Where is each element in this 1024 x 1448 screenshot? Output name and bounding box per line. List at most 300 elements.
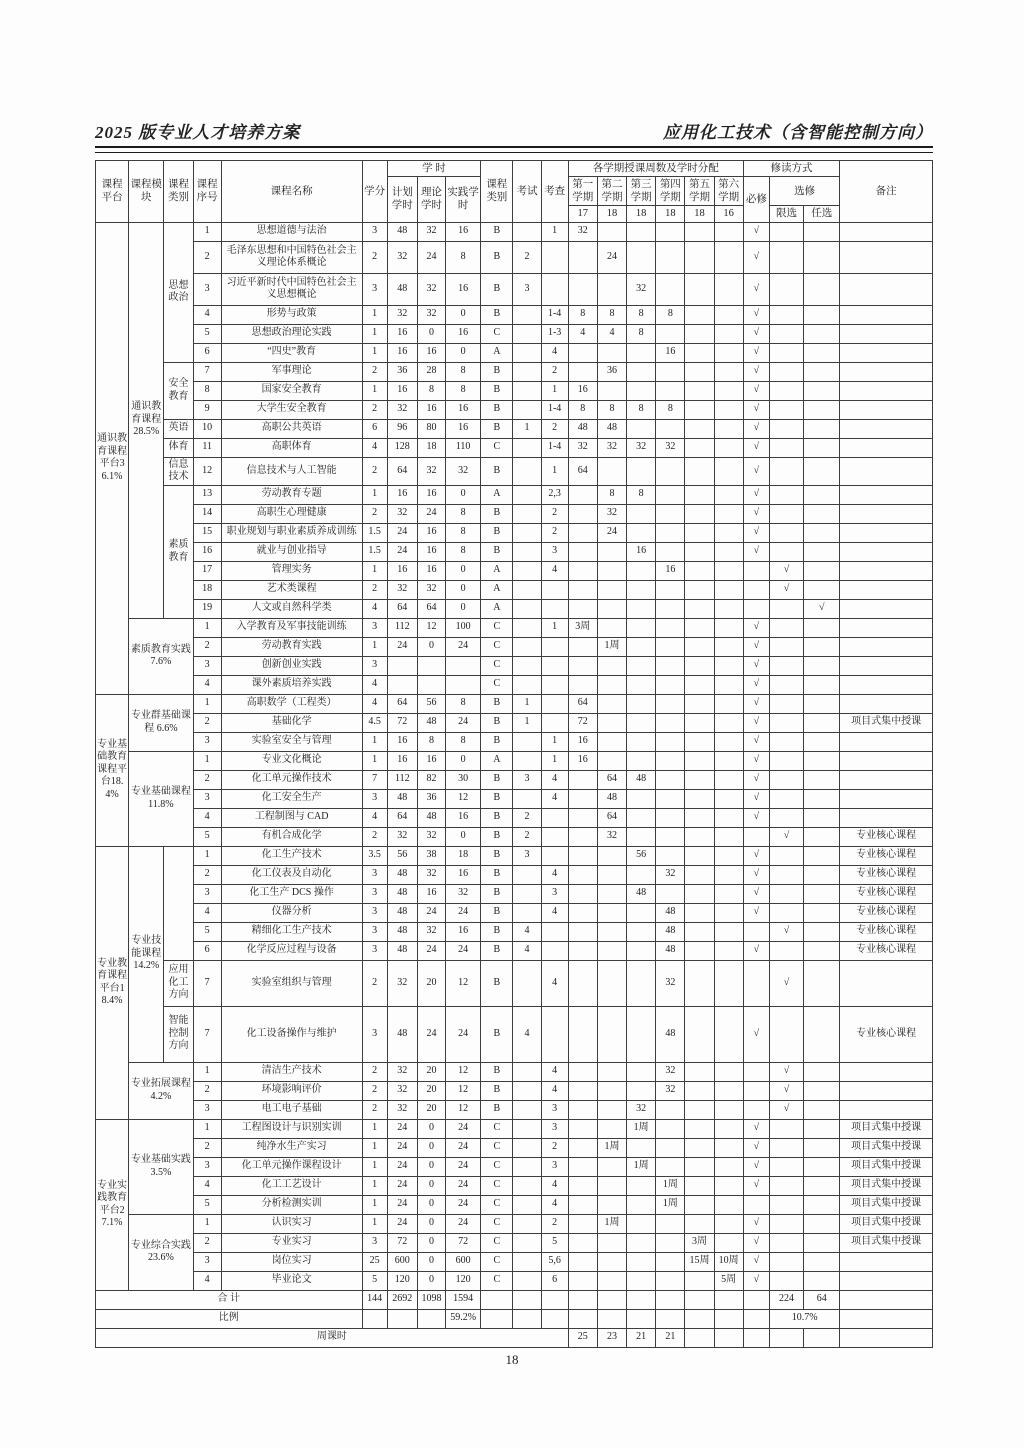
table-header: [96, 161, 933, 223]
course-seq-cell: 8: [193, 381, 221, 400]
sem6-hours-cell: [714, 222, 743, 241]
credit-cell: 1: [362, 1195, 387, 1214]
practice-hours-cell: 18: [446, 846, 481, 865]
optional-check-cell: [804, 485, 840, 504]
limited-check-cell: [769, 523, 803, 542]
required-check-cell: √: [743, 438, 769, 457]
limited-check-cell: [769, 846, 803, 865]
optional-check-cell: [804, 305, 840, 324]
exam-sem-cell: [513, 1081, 541, 1100]
course-row: [96, 903, 933, 922]
sem4-hours-cell: [656, 751, 685, 770]
course-name-cell: 仪器分析: [221, 903, 362, 922]
remark-cell: [840, 637, 933, 656]
assess-sem-cell: [541, 941, 568, 960]
sem2-hours-cell: [597, 846, 626, 865]
sem4-hours-cell: [656, 694, 685, 713]
plan-hours-cell: 24: [387, 1157, 417, 1176]
limited-check-cell: [769, 305, 803, 324]
required-check-cell: [743, 580, 769, 599]
sem1-hours-cell: 16: [568, 732, 597, 751]
category-cell: 智能控制方向: [164, 1006, 193, 1062]
credit-cell: 2: [362, 504, 387, 523]
plan-hours-cell: 32: [387, 1062, 417, 1081]
theory-hours-cell: 16: [417, 561, 445, 580]
practice-hours-cell: 8: [446, 381, 481, 400]
course-type-cell: A: [481, 343, 513, 362]
sem3-hours-cell: 8: [627, 485, 656, 504]
required-check-cell: √: [743, 324, 769, 343]
required-check-cell: √: [743, 903, 769, 922]
credit-cell: 1: [362, 343, 387, 362]
assess-sem-cell: 4: [541, 1195, 568, 1214]
practice-hours-cell: 12: [446, 1081, 481, 1100]
course-row: [96, 1006, 933, 1062]
col-header-mode: 修读方式: [743, 161, 840, 177]
sem3-hours-cell: 8: [627, 324, 656, 343]
exam-sem-cell: [513, 1252, 541, 1271]
remark-cell: [840, 419, 933, 438]
limited-check-cell: [769, 241, 803, 273]
required-check-cell: √: [743, 884, 769, 903]
sem3-hours-cell: [627, 241, 656, 273]
sem5-hours-cell: [685, 770, 714, 789]
total-optional: 64: [804, 1290, 840, 1309]
credit-cell: 3: [362, 1233, 387, 1252]
sem4-hours-cell: [656, 656, 685, 675]
sem4-hours-cell: [656, 1214, 685, 1233]
course-seq-cell: 2: [193, 713, 221, 732]
sem5-hours-cell: [685, 599, 714, 618]
required-check-cell: √: [743, 305, 769, 324]
sem2-hours-cell: [597, 1195, 626, 1214]
practice-hours-cell: 16: [446, 419, 481, 438]
sem2-hours-cell: [597, 903, 626, 922]
weekly-remark: [840, 1328, 933, 1347]
remark-cell: 项目式集中授课: [840, 1195, 933, 1214]
sem2-hours-cell: [597, 865, 626, 884]
col-header-seq: 课程序号: [193, 161, 221, 223]
course-type-cell: C: [481, 1119, 513, 1138]
assess-sem-cell: 1: [541, 222, 568, 241]
total-row: [96, 1290, 933, 1309]
sem4-hours-cell: 48: [656, 922, 685, 941]
sem5-hours-cell: [685, 1214, 714, 1233]
sem5-hours-cell: 3周: [685, 1233, 714, 1252]
course-type-cell: B: [481, 457, 513, 485]
course-type-cell: A: [481, 599, 513, 618]
theory-hours-cell: 20: [417, 1100, 445, 1119]
course-name-cell: 课外素质培养实践: [221, 675, 362, 694]
sem5-hours-cell: [685, 1081, 714, 1100]
credit-cell: 3: [362, 273, 387, 305]
sem5-hours-cell: [685, 561, 714, 580]
sem2-hours-cell: 32: [597, 504, 626, 523]
ratio-sem5: [685, 1309, 714, 1328]
sem3-hours-cell: [627, 827, 656, 846]
remark-cell: [840, 561, 933, 580]
sem1-hours-cell: 8: [568, 305, 597, 324]
exam-sem-cell: [513, 1214, 541, 1233]
col-header-plan-hours: 计划学时: [387, 177, 417, 222]
course-name-cell: 信息技术与人工智能: [221, 457, 362, 485]
course-row: [96, 751, 933, 770]
theory-hours-cell: 0: [417, 1271, 445, 1290]
plan-hours-cell: 24: [387, 523, 417, 542]
sem4-hours-cell: 16: [656, 343, 685, 362]
sem1-hours-cell: [568, 362, 597, 381]
exam-sem-cell: [513, 903, 541, 922]
required-check-cell: √: [743, 694, 769, 713]
sem4-hours-cell: 48: [656, 941, 685, 960]
ratio-practice: 59.2%: [446, 1309, 481, 1328]
plan-hours-cell: 32: [387, 504, 417, 523]
credit-cell: 1: [362, 1157, 387, 1176]
credit-cell: 3: [362, 865, 387, 884]
sem5-hours-cell: [685, 637, 714, 656]
col-header-name: 课程名称: [221, 161, 362, 223]
sem5-hours-cell: [685, 808, 714, 827]
sem4-hours-cell: [656, 362, 685, 381]
plan-hours-cell: 32: [387, 827, 417, 846]
sem4-hours-cell: [656, 485, 685, 504]
required-check-cell: √: [743, 485, 769, 504]
header-right-title: 应用化工技术（含智能控制方向）: [663, 123, 933, 142]
course-type-cell: B: [481, 362, 513, 381]
optional-check-cell: [804, 1006, 840, 1062]
total-sem2: [597, 1290, 626, 1309]
sem3-hours-cell: [627, 960, 656, 1006]
sem6-hours-cell: [714, 922, 743, 941]
credit-cell: 7: [362, 770, 387, 789]
credit-cell: 3: [362, 618, 387, 637]
sem3-hours-cell: 48: [627, 770, 656, 789]
remark-cell: [840, 457, 933, 485]
ratio-label: 比例: [96, 1309, 363, 1328]
plan-hours-cell: 112: [387, 770, 417, 789]
course-seq-cell: 3: [193, 1252, 221, 1271]
practice-hours-cell: 120: [446, 1271, 481, 1290]
course-row: [96, 542, 933, 561]
col-header-module: 课程模块: [129, 161, 164, 223]
required-check-cell: √: [743, 542, 769, 561]
sem3-hours-cell: 8: [627, 305, 656, 324]
exam-sem-cell: [513, 542, 541, 561]
remark-cell: 专业核心课程: [840, 903, 933, 922]
course-type-cell: B: [481, 1006, 513, 1062]
course-name-cell: 实验室组织与管理: [221, 960, 362, 1006]
exam-sem-cell: [513, 324, 541, 343]
sem2-hours-cell: 32: [597, 438, 626, 457]
ratio-elective: 10.7%: [769, 1309, 839, 1328]
course-seq-cell: 18: [193, 580, 221, 599]
exam-sem-cell: [513, 485, 541, 504]
theory-hours-cell: 16: [417, 542, 445, 561]
sem3-hours-cell: 32: [627, 438, 656, 457]
theory-hours-cell: [417, 675, 445, 694]
course-seq-cell: 1: [193, 1119, 221, 1138]
course-seq-cell: 3: [193, 732, 221, 751]
practice-hours-cell: 8: [446, 694, 481, 713]
credit-cell: 4: [362, 808, 387, 827]
course-row: [96, 1081, 933, 1100]
course-row: [96, 438, 933, 457]
theory-hours-cell: 80: [417, 419, 445, 438]
sem5-hours-cell: [685, 903, 714, 922]
sem3-hours-cell: [627, 1062, 656, 1081]
sem6-hours-cell: [714, 1006, 743, 1062]
sem5-hours-cell: [685, 305, 714, 324]
limited-check-cell: [769, 789, 803, 808]
sem2-hours-cell: [597, 1157, 626, 1176]
plan-hours-cell: 48: [387, 222, 417, 241]
sem4-hours-cell: [656, 324, 685, 343]
course-row: [96, 580, 933, 599]
plan-hours-cell: 24: [387, 1119, 417, 1138]
sem6-hours-cell: [714, 343, 743, 362]
practice-hours-cell: 16: [446, 222, 481, 241]
course-type-cell: C: [481, 1176, 513, 1195]
module-cell: 专业基础课程 11.8%: [129, 751, 193, 846]
exam-sem-cell: 3: [513, 846, 541, 865]
sem5-hours-cell: [685, 656, 714, 675]
sem5-hours-cell: [685, 419, 714, 438]
course-type-cell: B: [481, 400, 513, 419]
sem1-hours-cell: [568, 1119, 597, 1138]
platform-cell: 通识教育课程平台36.1%: [96, 222, 129, 694]
practice-hours-cell: 12: [446, 1100, 481, 1119]
col-header-limited: 限选: [769, 206, 803, 222]
required-check-cell: √: [743, 1233, 769, 1252]
sem1-hours-cell: 8: [568, 400, 597, 419]
theory-hours-cell: 0: [417, 637, 445, 656]
course-seq-cell: 2: [193, 637, 221, 656]
sem6-hours-cell: [714, 751, 743, 770]
credit-cell: 2: [362, 1081, 387, 1100]
assess-sem-cell: 2: [541, 419, 568, 438]
total-assess: [541, 1290, 568, 1309]
category-cell: 体育: [164, 438, 193, 457]
remark-cell: [840, 381, 933, 400]
sem4-hours-cell: [656, 580, 685, 599]
practice-hours-cell: 0: [446, 305, 481, 324]
practice-hours-cell: 24: [446, 941, 481, 960]
assess-sem-cell: [541, 656, 568, 675]
sem6-hours-cell: [714, 675, 743, 694]
limited-check-cell: [769, 694, 803, 713]
sem1-hours-cell: [568, 599, 597, 618]
limited-check-cell: [769, 504, 803, 523]
course-row: [96, 1119, 933, 1138]
limited-check-cell: [769, 808, 803, 827]
assess-sem-cell: 3: [541, 1100, 568, 1119]
limited-check-cell: [769, 618, 803, 637]
exam-sem-cell: [513, 1119, 541, 1138]
sem3-hours-cell: [627, 523, 656, 542]
credit-cell: 1: [362, 1214, 387, 1233]
remark-cell: 项目式集中授课: [840, 1176, 933, 1195]
sem5-hours-cell: [685, 381, 714, 400]
sem6-hours-cell: [714, 362, 743, 381]
remark-cell: [840, 751, 933, 770]
credit-cell: 1: [362, 324, 387, 343]
course-seq-cell: 4: [193, 808, 221, 827]
total-required: [743, 1290, 769, 1309]
plan-hours-cell: 72: [387, 1233, 417, 1252]
ratio-sem6: [714, 1309, 743, 1328]
sem6-hours-cell: [714, 1081, 743, 1100]
course-type-cell: C: [481, 324, 513, 343]
practice-hours-cell: 32: [446, 884, 481, 903]
course-row: [96, 732, 933, 751]
ratio-plan: [387, 1309, 417, 1328]
sem6-hours-cell: [714, 1157, 743, 1176]
theory-hours-cell: 8: [417, 732, 445, 751]
required-check-cell: √: [743, 1138, 769, 1157]
sem2-hours-cell: 36: [597, 362, 626, 381]
limited-check-cell: [769, 675, 803, 694]
sem3-hours-cell: [627, 941, 656, 960]
credit-cell: 1: [362, 751, 387, 770]
course-type-cell: C: [481, 618, 513, 637]
optional-check-cell: [804, 884, 840, 903]
required-check-cell: √: [743, 618, 769, 637]
sem3-hours-cell: [627, 713, 656, 732]
remark-cell: [840, 542, 933, 561]
col-header-sem5: 第五学期: [685, 177, 714, 206]
credit-cell: 1: [362, 637, 387, 656]
course-name-cell: 高职体育: [221, 438, 362, 457]
sem2-hours-cell: 48: [597, 789, 626, 808]
required-check-cell: [743, 1062, 769, 1081]
sem2-hours-cell: [597, 1062, 626, 1081]
sem1-hours-cell: [568, 827, 597, 846]
weekly-sem6: [714, 1328, 743, 1347]
credit-cell: 4.5: [362, 713, 387, 732]
sem5-hours-cell: [685, 732, 714, 751]
optional-check-cell: [804, 941, 840, 960]
col-header-sem2: 第二学期: [597, 177, 626, 206]
sem5-hours-cell: [685, 675, 714, 694]
col-header-type: 课程类别: [481, 161, 513, 223]
course-seq-cell: 1: [193, 846, 221, 865]
course-type-cell: B: [481, 865, 513, 884]
assess-sem-cell: 1-4: [541, 438, 568, 457]
credit-cell: 3: [362, 903, 387, 922]
required-check-cell: √: [743, 1157, 769, 1176]
course-name-cell: 化工安全生产: [221, 789, 362, 808]
table-footer: [96, 1290, 933, 1347]
course-seq-cell: 2: [193, 241, 221, 273]
assess-sem-cell: [541, 1006, 568, 1062]
exam-sem-cell: [513, 400, 541, 419]
sem5-hours-cell: [685, 941, 714, 960]
sem4-hours-cell: 48: [656, 903, 685, 922]
course-name-cell: 国家安全教育: [221, 381, 362, 400]
sem6-hours-cell: [714, 523, 743, 542]
required-check-cell: √: [743, 1214, 769, 1233]
sem1-hours-cell: 48: [568, 419, 597, 438]
remark-cell: [840, 789, 933, 808]
required-check-cell: [743, 960, 769, 1006]
course-seq-cell: 5: [193, 324, 221, 343]
remark-cell: [840, 960, 933, 1006]
weekly-hours-label: 周课时: [96, 1328, 569, 1347]
optional-check-cell: [804, 1252, 840, 1271]
sem4-hours-cell: 32: [656, 960, 685, 1006]
required-check-cell: √: [743, 523, 769, 542]
course-row: [96, 770, 933, 789]
limited-check-cell: [769, 438, 803, 457]
platform-cell: 专业教育课程平台18.4%: [96, 846, 129, 1119]
course-name-cell: 有机合成化学: [221, 827, 362, 846]
optional-check-cell: [804, 419, 840, 438]
exam-sem-cell: [513, 884, 541, 903]
course-name-cell: 基础化学: [221, 713, 362, 732]
course-name-cell: 化工单元操作技术: [221, 770, 362, 789]
course-name-cell: 人文或自然科学类: [221, 599, 362, 618]
col-header-platform: 课程平台: [96, 161, 129, 223]
sem6-hours-cell: [714, 903, 743, 922]
course-type-cell: B: [481, 1062, 513, 1081]
sem4-hours-cell: [656, 599, 685, 618]
sem6-hours-cell: [714, 1176, 743, 1195]
optional-check-cell: [804, 1100, 840, 1119]
total-practice: 1594: [446, 1290, 481, 1309]
required-check-cell: [743, 1100, 769, 1119]
sem2-hours-cell: [597, 561, 626, 580]
course-type-cell: C: [481, 1214, 513, 1233]
sem4-hours-cell: [656, 1252, 685, 1271]
sem4-hours-cell: [656, 618, 685, 637]
theory-hours-cell: 0: [417, 1252, 445, 1271]
required-check-cell: √: [743, 362, 769, 381]
optional-check-cell: [804, 1062, 840, 1081]
assess-sem-cell: 2: [541, 504, 568, 523]
course-seq-cell: 6: [193, 343, 221, 362]
required-check-cell: √: [743, 504, 769, 523]
sem4-hours-cell: [656, 675, 685, 694]
sem1-hours-cell: [568, 941, 597, 960]
sem6-hours-cell: [714, 808, 743, 827]
sem1-hours-cell: [568, 485, 597, 504]
sem4-hours-cell: 32: [656, 1062, 685, 1081]
course-row: [96, 457, 933, 485]
plan-hours-cell: 56: [387, 846, 417, 865]
sem6-hours-cell: [714, 580, 743, 599]
sem5-hours-cell: [685, 273, 714, 305]
module-cell: 专业综合实践 23.6%: [129, 1214, 193, 1290]
curriculum-table: [95, 160, 933, 1348]
sem4-hours-cell: [656, 1138, 685, 1157]
practice-hours-cell: 0: [446, 343, 481, 362]
course-row: [96, 675, 933, 694]
sem6-hours-cell: [714, 419, 743, 438]
sem6-hours-cell: [714, 438, 743, 457]
course-name-cell: 军事理论: [221, 362, 362, 381]
remark-cell: [840, 1100, 933, 1119]
course-seq-cell: 10: [193, 419, 221, 438]
course-name-cell: 工程制图与 CAD: [221, 808, 362, 827]
course-type-cell: B: [481, 1081, 513, 1100]
credit-cell: 2: [362, 960, 387, 1006]
ratio-type: [481, 1309, 513, 1328]
sem4-hours-cell: [656, 273, 685, 305]
course-seq-cell: 15: [193, 523, 221, 542]
credit-cell: 2: [362, 827, 387, 846]
sem3-hours-cell: 56: [627, 846, 656, 865]
credit-cell: 3: [362, 1006, 387, 1062]
